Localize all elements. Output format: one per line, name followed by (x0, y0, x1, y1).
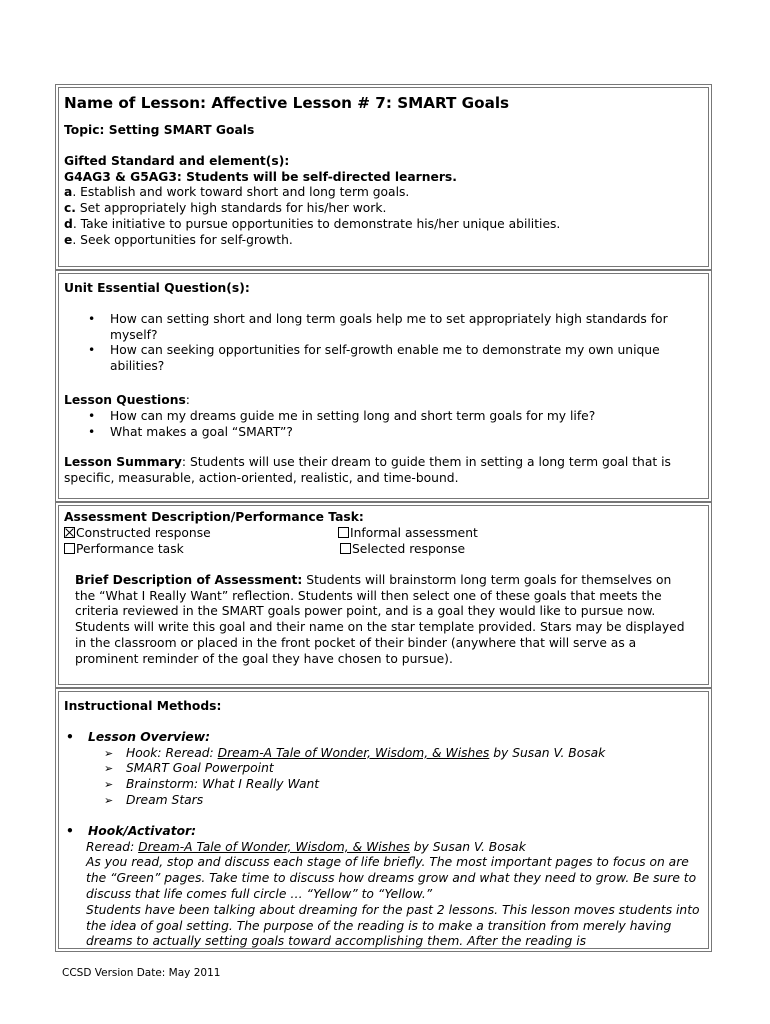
element-a: a. Establish and work toward short and long term goals. (64, 185, 410, 200)
assessment-heading: Assessment Description/Performance Task: (64, 510, 364, 524)
version-footer: CCSD Version Date: May 2011 (62, 967, 221, 979)
list-item: • How can my dreams guide me in setting long and short term goals for my life? (64, 409, 703, 425)
element-e: e. Seek opportunities for self-growth. (64, 232, 293, 247)
lesson-questions-list (64, 409, 703, 441)
checkbox-icon[interactable] (338, 527, 349, 538)
overview-item-hook: ➢ Hook: Reread: Dream-A Tale of Wonder, Wisdom, & Wishes by Susan V. Bosak (104, 745, 606, 760)
checked-checkbox-icon[interactable] (64, 527, 75, 538)
assessment-options-row-1 (64, 526, 703, 542)
standard-heading: Gifted Standard and element(s): (64, 153, 290, 168)
checkbox-icon[interactable] (64, 543, 75, 554)
arrow-bullet-icon: ➢ (104, 746, 114, 760)
constructed-response-option[interactable]: Constructed response (64, 526, 211, 540)
instructional-methods-heading: Instructional Methods: (64, 699, 222, 713)
overview-item-powerpoint: ➢ SMART Goal Powerpoint (104, 761, 274, 776)
lesson-info-box (55, 84, 712, 270)
hook-activator-body (64, 840, 703, 951)
informal-assessment-option[interactable]: Informal assessment (338, 526, 478, 542)
hook-activator-heading: • Hook/Activator: (64, 824, 703, 840)
essential-questions-heading: Unit Essential Question(s): (64, 281, 250, 295)
arrow-bullet-icon: ➢ (104, 762, 114, 776)
assessment-options-row-2 (64, 542, 703, 558)
topic: Topic: Setting SMART Goals (64, 123, 255, 137)
standard-statement: G4AG3 & G5AG3: Students will be self-directed learners. (64, 169, 457, 184)
arrow-bullet-icon: ➢ (104, 778, 114, 792)
performance-task-option[interactable]: Performance task (64, 542, 184, 556)
overview-item-stars: ➢ Dream Stars (104, 792, 204, 807)
list-item: • What makes a goal “SMART”? (64, 425, 703, 441)
overview-item-brainstorm: ➢ Brainstorm: What I Really Want (104, 777, 320, 792)
lesson-overview-heading: • Lesson Overview: (64, 730, 703, 746)
hook-paragraph-1: As you read, stop and discuss each stage of life briefly. The most important pages to focus on are the “Green” pages. Take time to discuss how dreams grow and what they need to grow. Be sure to discuss that life comes full circle … “Yellow” to “Yellow.” (86, 855, 697, 901)
hook-paragraph-2: Students have been talking about dreaming for the past 2 lessons. This lesson moves students into the idea of goal setting. The purpose of the reading is to make a transition from merely having dreams to actually setting goals toward accomplishing them. After the reading is (86, 902, 700, 949)
assessment-box (55, 502, 712, 688)
instructional-methods-box (55, 688, 712, 952)
list-item: • How can setting short and long term goals help me to set appropriately high standards for myself? (64, 312, 703, 344)
checkbox-icon[interactable] (340, 543, 351, 554)
list-item: • How can seeking opportunities for self-growth enable me to demonstrate my own unique abilities? (64, 343, 703, 375)
questions-box (55, 270, 712, 502)
selected-response-option[interactable]: Selected response (340, 542, 465, 558)
element-c: c. Set appropriately high standards for his/her work. (64, 201, 387, 216)
essential-questions-list (64, 312, 703, 375)
lesson-questions-heading: Lesson Questions: (64, 392, 190, 407)
lesson-title: Name of Lesson: Affective Lesson # 7: SMART Goals (64, 94, 510, 112)
arrow-bullet-icon: ➢ (104, 793, 114, 807)
lesson-summary: Lesson Summary: Students will use their dream to guide them in setting a long term goal that is specific, measurable, action-oriented, realistic, and time-bound. (64, 455, 671, 486)
element-d: d. Take initiative to pursue opportunities to demonstrate his/her unique abilities. (64, 216, 561, 231)
brief-description: Brief Description of Assessment: Students will brainstorm long term goals for themselves on the “What I Really Want” reflection. Students will then select one of these goals that meets the criteria reviewed in the SMART goals power point, and is a goal they would like to pursue now. Students will write this goal and their name on the star template provided. Stars may be displayed in the classroom or placed in the front pocket of their binder (anywhere that will serve as a prominent reminder of the goal they have chosen to pursue). (75, 572, 685, 666)
reread-line: Reread: Dream-A Tale of Wonder, Wisdom, & Wishes by Susan V. Bosak (86, 839, 526, 854)
